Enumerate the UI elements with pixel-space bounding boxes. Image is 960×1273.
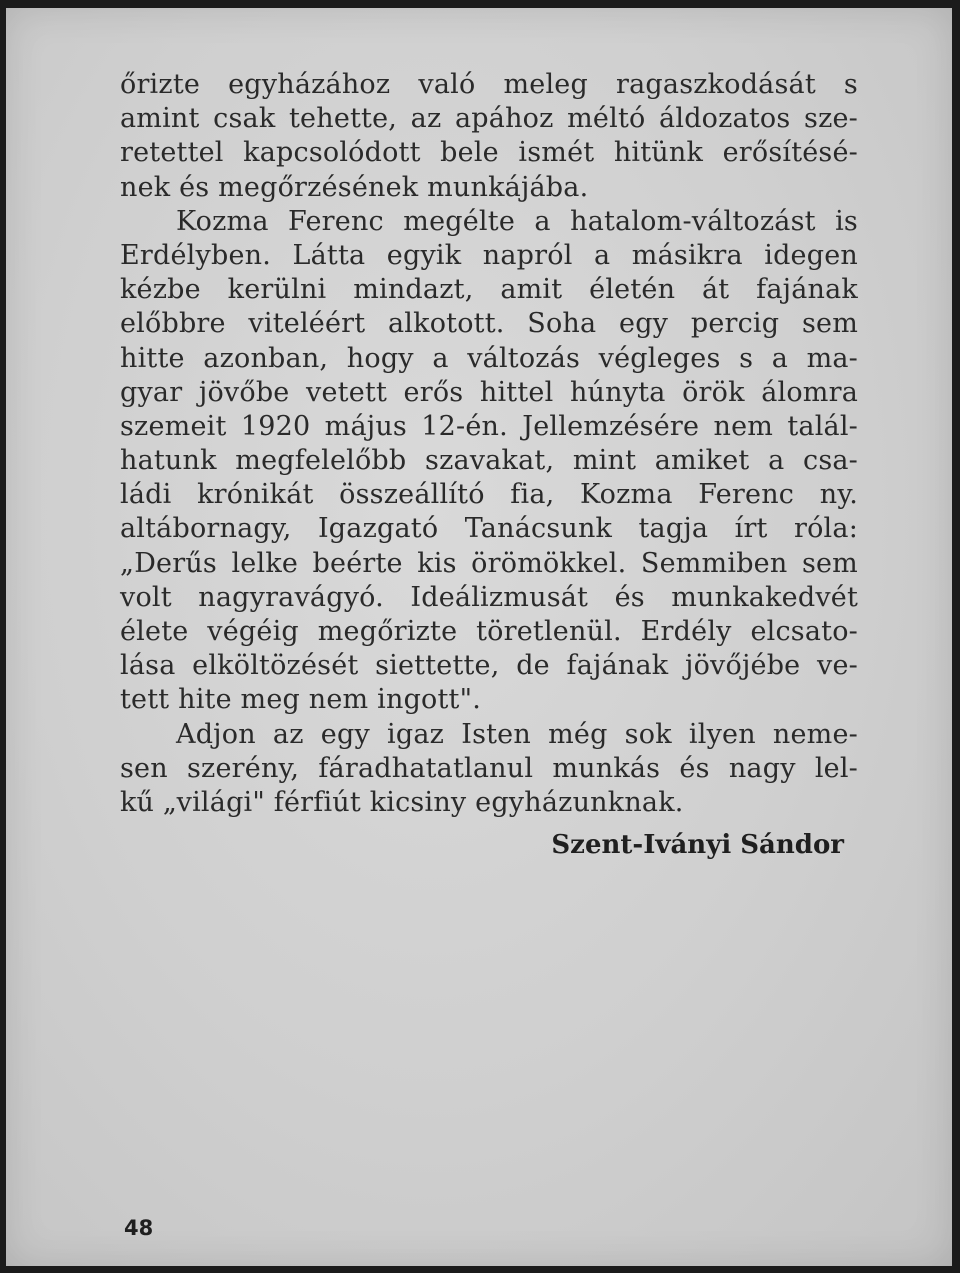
text-line: ládi krónikát összeállító fia, Kozma Ferenc ny. — [120, 479, 858, 511]
text-line: „Derűs lelke beérte kis örömökkel. Semmiben sem — [120, 547, 858, 579]
text-line: amint csak tehette, az apához méltó áldozatos sze- — [120, 103, 858, 135]
text-line: szemeit 1920 május 12-én. Jellemzésére nem talál- — [120, 410, 858, 442]
text-line: Kozma Ferenc megélte a hatalom-változást is — [176, 205, 858, 237]
text-line: élete végéig megőrizte töretlenül. Erdély elcsato- — [120, 616, 858, 647]
text-line: kézbe kerülni mindazt, amit életén át fajának — [120, 274, 858, 306]
page-number: 48 — [124, 1216, 154, 1240]
text-line: Erdélyben. Látta egyik napról a másikra idegen — [120, 239, 858, 271]
text-line: kű „világi" férfiút kicsiny egyházunknak. — [120, 786, 684, 818]
text-line: sen szerény, fáradhatatlanul munkás és nagy lel- — [120, 752, 858, 784]
body-text — [120, 68, 858, 820]
text-line: altábornagy, Igazgató Tanácsunk tagja írt róla: — [120, 513, 858, 545]
text-line: nek és megőrzésének munkájába. — [120, 171, 589, 203]
text-line: Adjon az egy igaz Isten még sok ilyen neme- — [176, 718, 858, 750]
text-line: előbbre viteléért alkotott. Soha egy percig sem — [120, 308, 858, 340]
book-page — [6, 8, 952, 1266]
text-line: lása elköltözését siettette, de fajának jövőjébe ve- — [120, 650, 858, 682]
author-signature: Szent-Iványi Sándor — [551, 830, 844, 860]
text-line: retettel kapcsolódott bele ismét hitünk erősítésé- — [120, 137, 858, 169]
text-line: volt nagyravágyó. Ideálizmusát és munkakedvét — [120, 581, 858, 613]
text-line: őrizte egyházához való meleg ragaszkodását s — [120, 69, 858, 100]
text-line: hitte azonban, hogy a változás végleges s a ma- — [120, 342, 858, 374]
text-line: hatunk megfelelőbb szavakat, mint amiket a csa- — [120, 445, 858, 477]
text-line: tett hite meg nem ingott". — [120, 684, 482, 716]
text-line: gyar jövőbe vetett erős hittel húnyta örök álomra — [120, 376, 858, 408]
